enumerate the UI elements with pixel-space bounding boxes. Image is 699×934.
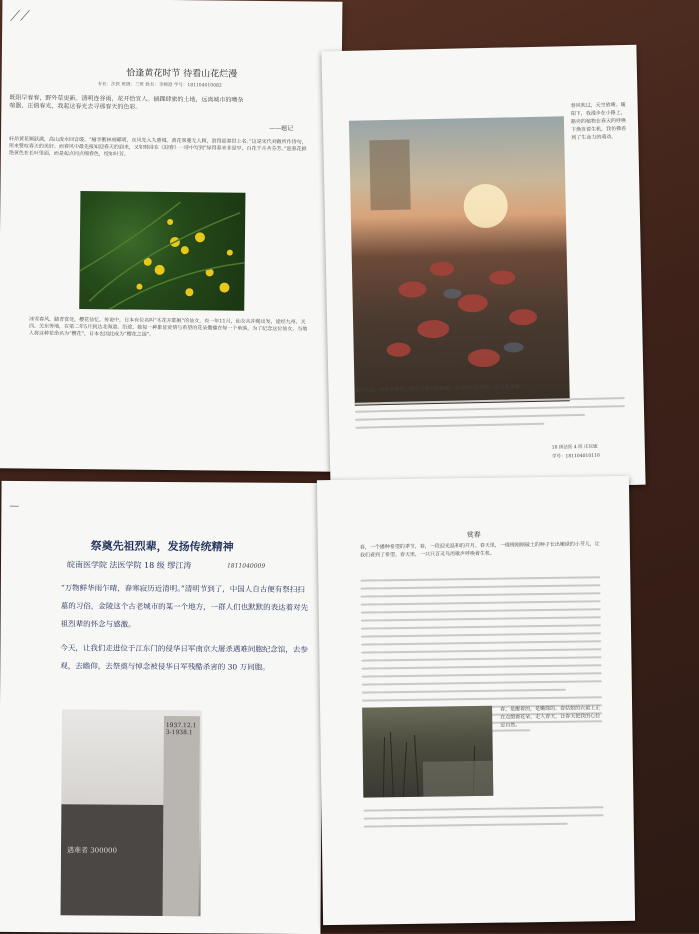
memorial-count-text: 遇难者 300000 <box>66 846 117 855</box>
essay-title: 赏春 <box>466 530 481 540</box>
side-caption: 春，是醒着的，是嫩绿的。春姑娘的衣裙上正在点缀着花朵，走入春天，让春天把我的心拉近自然。 <box>500 705 601 729</box>
memorial-pillar <box>163 716 200 916</box>
pond-illustration <box>362 706 493 798</box>
handwritten-mark: — <box>9 500 20 513</box>
sunset-illustration <box>349 116 570 405</box>
intro-paragraph: 既阳早春春，野外草更新。清明连谷雨，花开恰宜人。揣踝肆旅的土地，远离城市的嘈杂喧嚣，正值春光，我起这春光去寻那春天的色彩。 <box>9 94 244 111</box>
footer-class: 18 级法医 4 班 庄玩敏 <box>551 444 598 451</box>
author-line: 皖南医学院 法医学院 18 级 缪江涛 <box>66 560 192 571</box>
yellow-jasmine-photo <box>79 191 245 311</box>
essay-sheet-memorial <box>0 481 324 934</box>
pond-photo <box>362 706 493 798</box>
essay-sheet-sunset <box>321 45 645 492</box>
photo-caption: 我不知道，或许是那夏日的开天涯日的烦燥？亦或秋日的成熟？还是那冬陶？ <box>354 384 525 394</box>
flower-illustration <box>79 191 245 311</box>
memorial-wall <box>61 804 167 916</box>
memorial-date-text: 1937.12.13-1938.1 <box>165 722 197 737</box>
epigraph-signature: ——题记 <box>269 125 294 133</box>
opening-paragraph: 春，一个播种希望的季节，春，一段迎光温和的开月。春天里，一棵棵刚刚破土的种子长出嫩绿的小芽儿，让我们看到了希望。春天里，一只只百灵鸟用歌声呼唤着生机。 <box>359 541 600 559</box>
photo-caption: 冰雪春风，踏青赏处，樱花仙忆。传说中，日本有位名叫“木花开耶姬”的仙女，有一年11月，仙女从冲绳出发，途经九州、关西、关东等地，在第二年5月到达北海道。沿途，她每一种象征爱情与希望的花朵撒播在每一个角落，为了纪念这位仙女，当地人将这种花命名为“樱花”，日本也因此成为“樱花之国”。 <box>28 316 308 338</box>
paragraph-2: 今天，让我们走进位于江东门的侵华日军南京大屠杀遇难同胞纪念馆，去参观，去瞻仰，去祭奠与悼念被侵华日军残酷杀害的 30 万同胞。 <box>60 643 308 672</box>
author-line: 专业：法医 班级：三班 姓名：李婉澄 学号：181104010082 <box>97 82 222 89</box>
essay-sheet-yellow-flowers <box>0 0 342 472</box>
sunset-plants-photo <box>349 116 570 405</box>
right-column-text: 春风吹过，天空放晴。暖阳下，我漫步在小路上，路旁的植物在春天的呼唤下焕发着生机，我仿佛看到了生命力的萌动。 <box>570 101 627 142</box>
body-paragraph: 轩昂黄花顺跃满，高山流水回音缓。“榆李繁林刻曜明，东风先入九重城。黄花翠蔓无人顾，浪得迎春世上名。”这是宋代刘敞所作诗句，用来赞叹春天的美好。而春风中最先报知迎春天的到来，又如韩诗在《迎春》一诗中写到“绿得春来非是早，百花千卉共芬芳。”迎春花鲜艳黄色在长叶里面，而是起点同点细春色，绽如叶芳。 <box>8 136 307 158</box>
memorial-photo <box>61 709 202 916</box>
paragraph-1: “万物鲜华雨乍晴，春寒寂历近清明。”清明节到了，中国人自古便有祭扫扫墓的习俗，金陵这个古老城市的某一个地方，一群人们也默默的表达着对先祖烈辈的怀念与感激。 <box>60 583 309 629</box>
essay-sheet-spring <box>317 476 635 925</box>
handwritten-student-id: 1811040009 <box>226 562 266 570</box>
essay-title: 祭奠先祖烈辈，发扬传统精神 <box>90 539 234 554</box>
footer-student-id: 学号：181104010118 <box>551 453 600 460</box>
handwritten-tick-mark: ⟋⟋ <box>10 8 30 25</box>
essay-title: 恰逢黄花时节 待看山花烂漫 <box>126 68 238 80</box>
